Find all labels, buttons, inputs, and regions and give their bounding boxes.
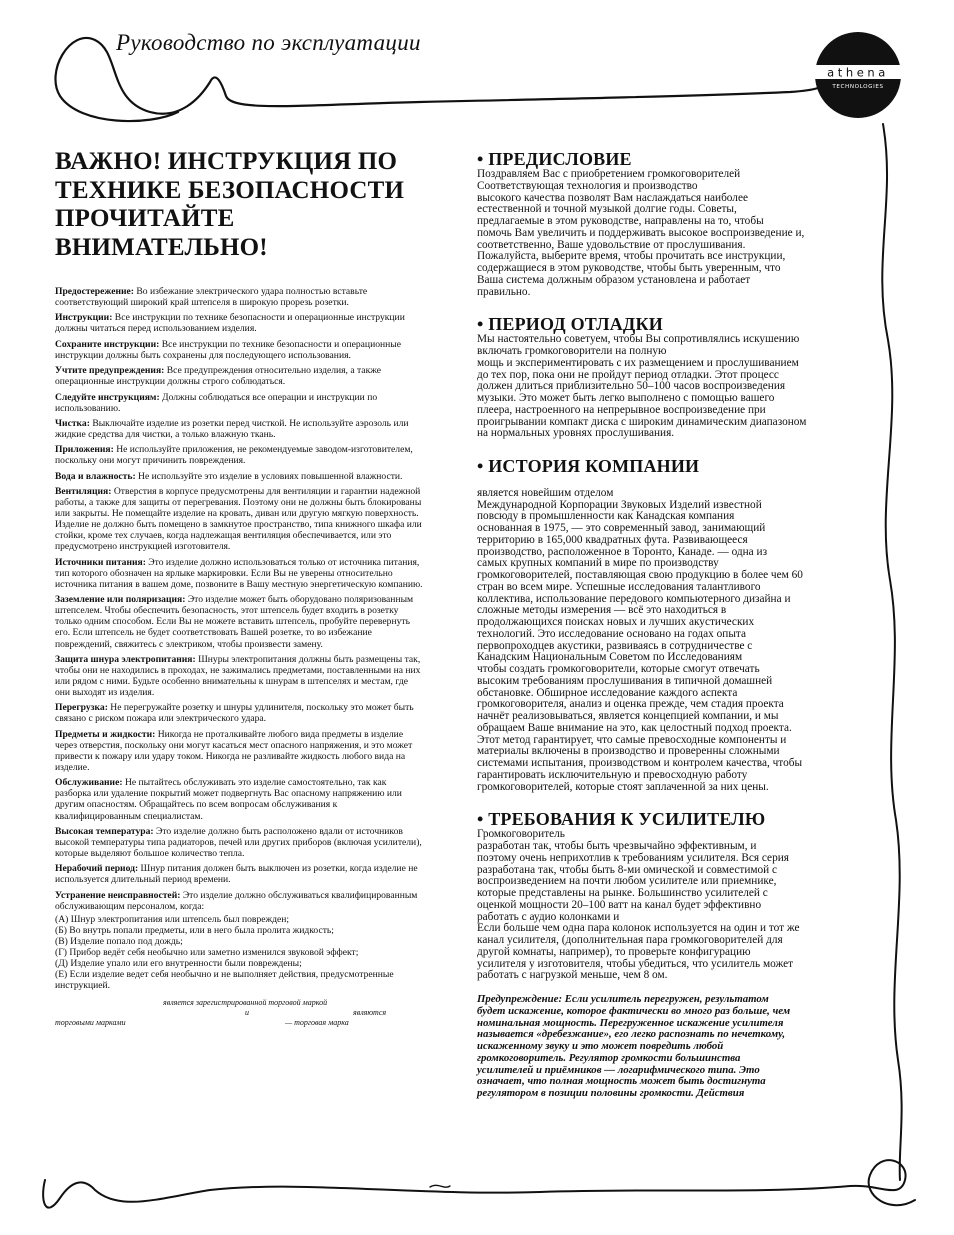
- text-line: основанная в 1975, — это современный завод, занимающий: [477, 522, 766, 534]
- text-line: стран во всем мире. Успешные исследования талантливого: [477, 580, 761, 593]
- text-line: искаженному звуку и это может повредить любой: [477, 1040, 724, 1052]
- text-line: коллектива, использование передового компьютерного дизайна и: [477, 592, 791, 605]
- text-line: естественной и точной музыкой долгие годы. Советы,: [477, 203, 737, 216]
- text-line: работать с нагрузкой меньше, чем 8 ом.: [477, 969, 668, 982]
- text-line: должен длиться приблизительно 50–100 часов воспроизведения: [477, 380, 786, 393]
- text-line: повсюду в промышленности как Канадская компания: [477, 510, 735, 523]
- text-line: гарантировать исключительную и превосходную работу: [477, 768, 748, 781]
- fault-cause: (Б) Во внутрь попали предметы, или в него была пролита жидкость;: [55, 924, 334, 936]
- text-line: регулятором в позиции половины громкости. Действия: [477, 1087, 745, 1099]
- text-line: означает, что полная мощность может быть достигнута: [477, 1075, 766, 1088]
- info-column: [477, 150, 871, 1100]
- text-line: другой комнаты, например), то проверьте конфигурацию: [477, 945, 751, 958]
- amplifier-warning: [477, 994, 871, 1100]
- safety-item: Заземление или поляризация: Это изделие может быть оборудовано поляризованным штепселем. Чтобы обеспечить безопасность, этот штепсель будет входить в розетку только одним способом. Если Вы не можете вставить штепсель, пробуйте перевернуть его. Если штепсель не будет соответствовать Вашей розетке, то во избежание повреждений, свяжитесь с электриком, чтобы произвести замену.: [55, 594, 414, 650]
- text-line: содержащиеся в этом руководстве, чтобы быть уверенным, что: [477, 262, 781, 274]
- text-line: которые представлены на рынке. Большинство усилителей с: [477, 887, 768, 899]
- text-line: называется «дребезжание», его легко распознать по нечеткому,: [477, 1028, 786, 1041]
- text-line: громкоговорителя, анализ и оценка прежде, чем стадия проекта: [477, 698, 784, 711]
- safety-title-line: ПРОЧИТАЙТЕ: [55, 205, 235, 232]
- safety-title-line: ТЕХНИКЕ БЕЗОПАСНОСТИ: [55, 176, 405, 204]
- text-line: музыки. Это может быть легко выполнено с помощью вашего: [477, 392, 775, 404]
- fault-cause: (Г) Прибор ведёт себя необычно или заметно изменился звуковой эффект;: [55, 947, 359, 959]
- text-line: до тех пор, пока они не пройдут период отладки. Этот процесс: [477, 368, 779, 381]
- text-line: проигрывании компакт диска с широким динамическим диапазоном: [477, 415, 807, 428]
- safety-title-line: ВНИМАТЕЛЬНО!: [55, 233, 268, 261]
- safety-item: Предметы и жидкости: Никогда не проталкивайте любого вида предметы в изделие через отверстия, поскольку они могут касаться мест опасного напряжения, и это может привести к пожару или удару током. Никогда не разливайте жидкость любого вида на изделие.: [55, 728, 413, 773]
- safety-title-line: ВАЖНО! ИНСТРУКЦИЯ ПО: [55, 148, 398, 175]
- logo-word: athena: [827, 65, 889, 80]
- text-line: чтобы создать громкоговорители, которые смогут отвечать: [477, 663, 760, 675]
- athena-logo: [813, 30, 903, 120]
- text-line: предлагаемые в этом руководстве, направлены на то, чтобы: [477, 215, 764, 227]
- text-line: усилителя у изготовителя, чтобы убедиться, что усилитель может: [477, 957, 794, 970]
- fault-causes-list: [55, 914, 423, 992]
- text-line: Международной Корпорации Звуковых Изделий известной: [477, 498, 762, 511]
- safety-list: [55, 286, 423, 912]
- text-line: воспроизведением на почти любом усилителе или приемнике,: [477, 875, 777, 888]
- text-line: высокого качества позволят Вам наслаждаться наиболее: [477, 191, 748, 204]
- text-line: высоким требованиям прослушивания в типичной домашней: [477, 674, 773, 687]
- frame-bottom-curve: [43, 1160, 915, 1207]
- trademark-line: является зарегистрированной торговой маркой: [163, 997, 328, 1007]
- trademark-line: являются: [353, 1007, 387, 1017]
- amplifier-heading: • ТРЕБОВАНИЯ К УСИЛИТЕЛЮ: [477, 809, 766, 830]
- fault-cause: (Е) Если изделие ведет себя необычно и не выполняет действия, предусмотренные инструкцией.: [55, 969, 394, 992]
- text-line: плеера, настроенного на непрерывное воспроизведение при: [477, 403, 766, 416]
- text-line: мощь и экспериментировать с их размещением и прослушиванием: [477, 356, 799, 369]
- text-line: Мы настоятельно советуем, чтобы Вы сопротивлялись искушению: [477, 333, 800, 346]
- history-text: [477, 476, 871, 793]
- frame-bottom-small: [430, 1185, 450, 1187]
- text-line: разработан так, чтобы быть чрезвычайно эффективным, и: [477, 840, 757, 852]
- safety-item: Приложения: Не используйте приложения, не рекомендуемые заводом-изготовителем, поскольку они могут причинить повреждения.: [55, 444, 413, 467]
- text-line: канал усилителя, (дополнительная пара громкоговорителей для: [477, 934, 783, 946]
- safety-item: Предостережение: Во избежание электрического удара полностью вставьте соответствующий широкий край штепселя в широкую прорезь розетки.: [55, 286, 368, 309]
- safety-item: Защита шнура электропитания: Шнуры электропитания должны быть размещены так, чтобы они не находились в проходах, не зажимались предметами, поставленными на них или рядом с ними. Будьте особенно внимательны к шнурам в штепселях и местам, где они выходят из изделия.: [55, 653, 421, 699]
- text-line: помочь Вам увеличить и поддерживать высокое воспроизведение и,: [477, 226, 805, 239]
- text-line: оценкой мощности 20–100 ватт на канал будет эффективно: [477, 898, 762, 911]
- text-line: Если больше чем одна пара колонок используется на один и тот же: [477, 922, 800, 935]
- text-line: технологий. Это исследование основано на годах опыта: [477, 627, 746, 640]
- safety-item: Перегрузка: Не перегружайте розетку и шнуры удлинителя, поскольку это может быть связано с риском пожара или электрического удара.: [55, 702, 414, 725]
- text-line: номинальная мощность. Перегруженное искажение усилителя: [477, 1016, 784, 1029]
- logo-sub: TECHNOLOGIES: [832, 84, 884, 90]
- text-line: будет искажение, которое фактически во много раз больше, чем: [477, 1004, 791, 1017]
- manual-header-title: Руководство по эксплуатации: [116, 30, 421, 55]
- safety-item: Вода и влажность: Не используйте это изделие в условиях повышенной влажности.: [55, 470, 403, 482]
- text-line: поэтому очень неприхотлив к требованиям усилителя. Вся серия: [477, 851, 789, 864]
- trademark-line: торговыми марками: [55, 1017, 126, 1027]
- text-line: обращаем Ваше внимание на это, как целостный подход проекта.: [477, 721, 792, 734]
- safety-item: Высокая температура: Это изделие должно быть расположено вдали от источников высокой температуры типа радиаторов, печей или других приборов (включая усилители), которые выделяют большое количество тепла.: [55, 825, 422, 860]
- breakin-heading: • ПЕРИОД ОТЛАДКИ: [477, 314, 663, 335]
- safety-item: Устранение неисправностей: Это изделие должно обслуживаться квалифицированным обслуживающим персоналом, когда:: [55, 889, 418, 912]
- text-line: обстановке. Обширное исследование каждого аспекта: [477, 686, 738, 699]
- text-line: усилителей и приёмников — логарифмического типа. Это: [477, 1063, 760, 1076]
- safety-item: Инструкции: Все инструкции по технике безопасности и операционные инструкции должны читаться перед использованием изделия.: [55, 312, 405, 335]
- text-line: производство, расположенное в Торонто, Канаде. — одна из: [477, 545, 768, 558]
- text-line: территорию в 165,000 квадратных фута. Развивающееся: [477, 533, 748, 546]
- text-line: Канадским Национальным Советом по Исследованиям: [477, 651, 743, 664]
- text-line: работать с аудио колонками и: [477, 910, 620, 923]
- preface-text: [477, 169, 871, 298]
- trademark-line: — торговая марка: [285, 1017, 349, 1027]
- text-line: сложные методы измерения — всё это находиться в: [477, 604, 727, 617]
- safety-item: Учтите предупреждения: Все предупреждения относительно изделия, а также операционные инструкции должны строго соблюдаться.: [55, 365, 381, 388]
- preface-heading: • ПРЕДИСЛОВИЕ: [477, 149, 632, 169]
- amplifier-text: [477, 829, 871, 982]
- text-line: начнёт реализовываться, является концепцией компании, и мы: [477, 710, 779, 722]
- text-line: Ваша система должным образом установлена и работает: [477, 273, 751, 286]
- text-line: [477, 476, 871, 488]
- text-line: самых крупных компаний в мире по производству: [477, 557, 719, 570]
- text-line: первопроходцев акустики, развиваясь в сотрудничестве с: [477, 639, 753, 652]
- history-heading: • ИСТОРИЯ КОМПАНИИ: [477, 456, 700, 476]
- text-line: является новейшим отделом: [477, 486, 614, 499]
- text-line: Поздравляем Вас с приобретением громкоговорителей: [477, 168, 741, 180]
- safety-item: Обслуживание: Не пытайтесь обслуживать это изделие самостоятельно, так как разборка или удаление покрытий может подвергнуть Вас опасному напряжению или другим опасностям. Обращайтесь по всем вопросам обслуживания к квалифицированным специалистам.: [55, 777, 402, 822]
- safety-title: [55, 148, 423, 262]
- breakin-text: [477, 334, 871, 440]
- text-line: громкоговоритель. Регулятор громкости большинства: [477, 1051, 741, 1064]
- safety-item: Нерабочий период: Шнур питания должен быть выключен из розетки, когда изделие не используется длительный период времени.: [55, 863, 418, 886]
- text-line: материалы включены в производство и проверенны сложными: [477, 745, 780, 758]
- text-line: Соответствующая технология и производство: [477, 179, 698, 192]
- trademark-note: [55, 998, 423, 1032]
- text-line: Громкоговоритель: [477, 828, 565, 841]
- fault-cause: (А) Шнур электропитания или штепсель был поврежден;: [55, 913, 290, 925]
- text-line: разработана так, чтобы быть 8-ми омической и совместимой с: [477, 863, 778, 876]
- text-line: громкоговорителей, поставляющая свою продукцию в более чем 60: [477, 569, 803, 581]
- safety-item: Сохраните инструкции: Все инструкции по технике безопасности и операционные инструкции должны быть сохранены для последующего использования.: [55, 338, 401, 361]
- frame-right-curve: [882, 124, 901, 1180]
- safety-item: Следуйте инструкциям: Должны соблюдаться все операции и инструкции по использованию.: [55, 391, 378, 414]
- text-line: правильно.: [477, 285, 531, 298]
- text-line: громкоговорителей, которые стоят заплаченной за них цены.: [477, 780, 769, 793]
- fault-cause: (Д) Изделие упало или его внутренности были повреждены;: [55, 958, 302, 970]
- safety-item: Источники питания: Это изделие должно использоваться только от источника питания, тип которого обозначен на ярлыке маркировки. Если Вы не уверены относительно источника питания в вашем доме, позвоните в Вашу местную энергетическую компанию.: [55, 556, 423, 590]
- safety-item: Чистка: Выключайте изделие из розетки перед чисткой. Не используйте аэрозоль или жидкие средства для чистки, а только влажную ткань.: [55, 417, 409, 440]
- safety-column: [55, 148, 423, 1032]
- text-line: включать громкоговорители на полную: [477, 345, 667, 357]
- text-line: Предупреждение: Если усилитель перегружен, результатом: [477, 993, 769, 1005]
- fault-cause: (В) Изделие попало под дождь;: [55, 936, 183, 948]
- trademark-line: и: [245, 1007, 249, 1017]
- text-line: продолжающихся поисках новых и лучших акустических: [477, 616, 755, 628]
- text-line: Пожалуйста, выберите время, чтобы прочитать все инструкции,: [477, 250, 786, 263]
- text-line: системами испытания, производством и контролем качества, чтобы: [477, 757, 803, 769]
- text-line: Этот метод гарантирует, что самые превосходные компоненты и: [477, 733, 787, 746]
- text-line: соответственно, Ваше удовольствие от прослушивания.: [477, 238, 746, 251]
- safety-item: Вентиляция: Отверстия в корпусе предусмотрены для вентиляции и гарантии надежной работы, а также для защиты от перегревания. Поэтому они не должны быть блокированы или закрыты. Не помещайте изделие на кровать, диван или другую мягкую поверхность. Изделие не должно быть помещено в замкнутое пространство, типа книжного шкафа или стойки, кроме тех случаев, когда надлежащая вентиляция обеспечивается, или это предусмотрено инструкцией изготовителя.: [55, 485, 422, 553]
- text-line: на нормальных уровнях прослушивания.: [477, 427, 675, 440]
